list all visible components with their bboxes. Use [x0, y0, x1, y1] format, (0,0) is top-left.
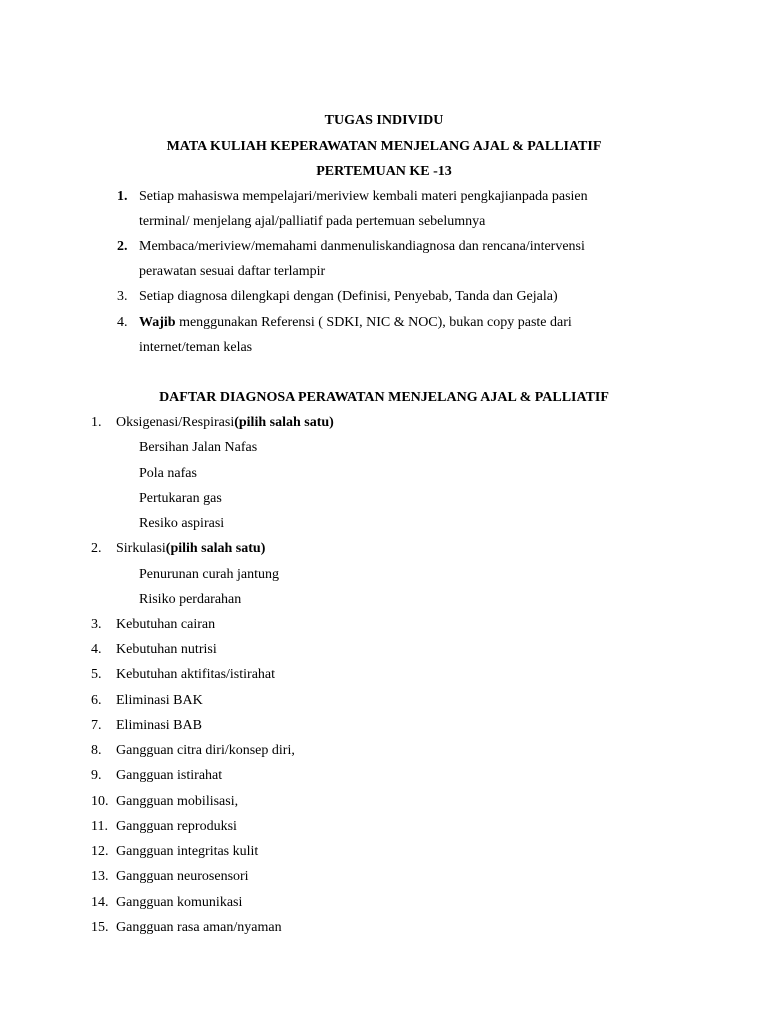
task-line: Setiap mahasiswa mempelajari/meriview kembali materi pengkajianpada pasien	[139, 189, 588, 204]
item-text: Eliminasi BAK	[116, 693, 203, 708]
item-number: 3.	[91, 617, 102, 632]
meeting-title: PERTEMUAN KE -13	[316, 164, 452, 179]
sub-item: Bersihan Jalan Nafas	[139, 440, 258, 455]
item-text: Gangguan mobilisasi,	[116, 794, 239, 809]
item-number: 15.	[91, 920, 109, 935]
bold-word: Wajib	[139, 315, 176, 330]
item-text: Gangguan rasa aman/nyaman	[116, 920, 282, 935]
item-text: Gangguan neurosensori	[116, 869, 249, 884]
task-line: internet/teman kelas	[139, 340, 253, 355]
item-text: Gangguan istirahat	[116, 768, 223, 783]
task-line: perawatan sesuai daftar terlampir	[139, 264, 326, 279]
task-line	[139, 314, 572, 332]
sub-item: Pola nafas	[139, 466, 197, 481]
task-number: 1.	[117, 189, 128, 204]
task-number: 2.	[117, 239, 128, 254]
item-number: 7.	[91, 718, 102, 733]
sub-item: Risiko perdarahan	[139, 592, 242, 607]
item-number: 9.	[91, 768, 102, 783]
item-text: Kebutuhan aktifitas/istirahat	[116, 667, 276, 682]
item-number: 5.	[91, 667, 102, 682]
item-text: Gangguan komunikasi	[116, 895, 243, 910]
item-number: 13.	[91, 869, 109, 884]
sub-item: Penurunan curah jantung	[139, 567, 279, 582]
item-number: 10.	[91, 794, 109, 809]
item-note: (pilih salah satu)	[234, 415, 334, 430]
item-text: Gangguan reproduksi	[116, 819, 237, 834]
list-title: DAFTAR DIAGNOSA PERAWATAN MENJELANG AJAL & PALLIATIF	[159, 390, 609, 405]
item-number: 12.	[91, 844, 109, 859]
task-line: Membaca/meriview/memahami danmenuliskandiagnosa dan rencana/intervensi	[139, 239, 585, 254]
task-line: terminal/ menjelang ajal/palliatif pada pertemuan sebelumnya	[139, 214, 486, 229]
item-number: 2.	[91, 541, 102, 556]
item-number: 6.	[91, 693, 102, 708]
item-text: Kebutuhan cairan	[116, 617, 216, 632]
item-number: 11.	[91, 819, 108, 834]
item-text: Kebutuhan nutrisi	[116, 642, 217, 657]
item-text: Oksigenasi/Respirasi	[116, 415, 235, 430]
item-text: Gangguan citra diri/konsep diri,	[116, 743, 295, 758]
item-text: Sirkulasi	[116, 541, 166, 556]
item-number: 14.	[91, 895, 109, 910]
item-text: Eliminasi BAB	[116, 718, 202, 733]
task-line: Setiap diagnosa dilengkapi dengan (Definisi, Penyebab, Tanda dan Gejala)	[139, 289, 558, 304]
item-text: Gangguan integritas kulit	[116, 844, 259, 859]
sub-item: Pertukaran gas	[139, 491, 222, 506]
task-number: 4.	[117, 315, 128, 330]
course-title: MATA KULIAH KEPERAWATAN MENJELANG AJAL & PALLIATIF	[166, 139, 602, 154]
item-number: 8.	[91, 743, 102, 758]
doc-title: TUGAS INDIVIDU	[324, 113, 444, 128]
item-number: 1.	[91, 415, 102, 430]
task-line-rest: menggunakan Referensi ( SDKI, NIC & NOC), bukan copy paste dari	[175, 315, 572, 330]
item-note: (pilih salah satu)	[165, 541, 266, 556]
task-number: 3.	[117, 289, 128, 304]
item-number: 4.	[91, 642, 102, 657]
sub-item: Resiko aspirasi	[139, 516, 225, 531]
